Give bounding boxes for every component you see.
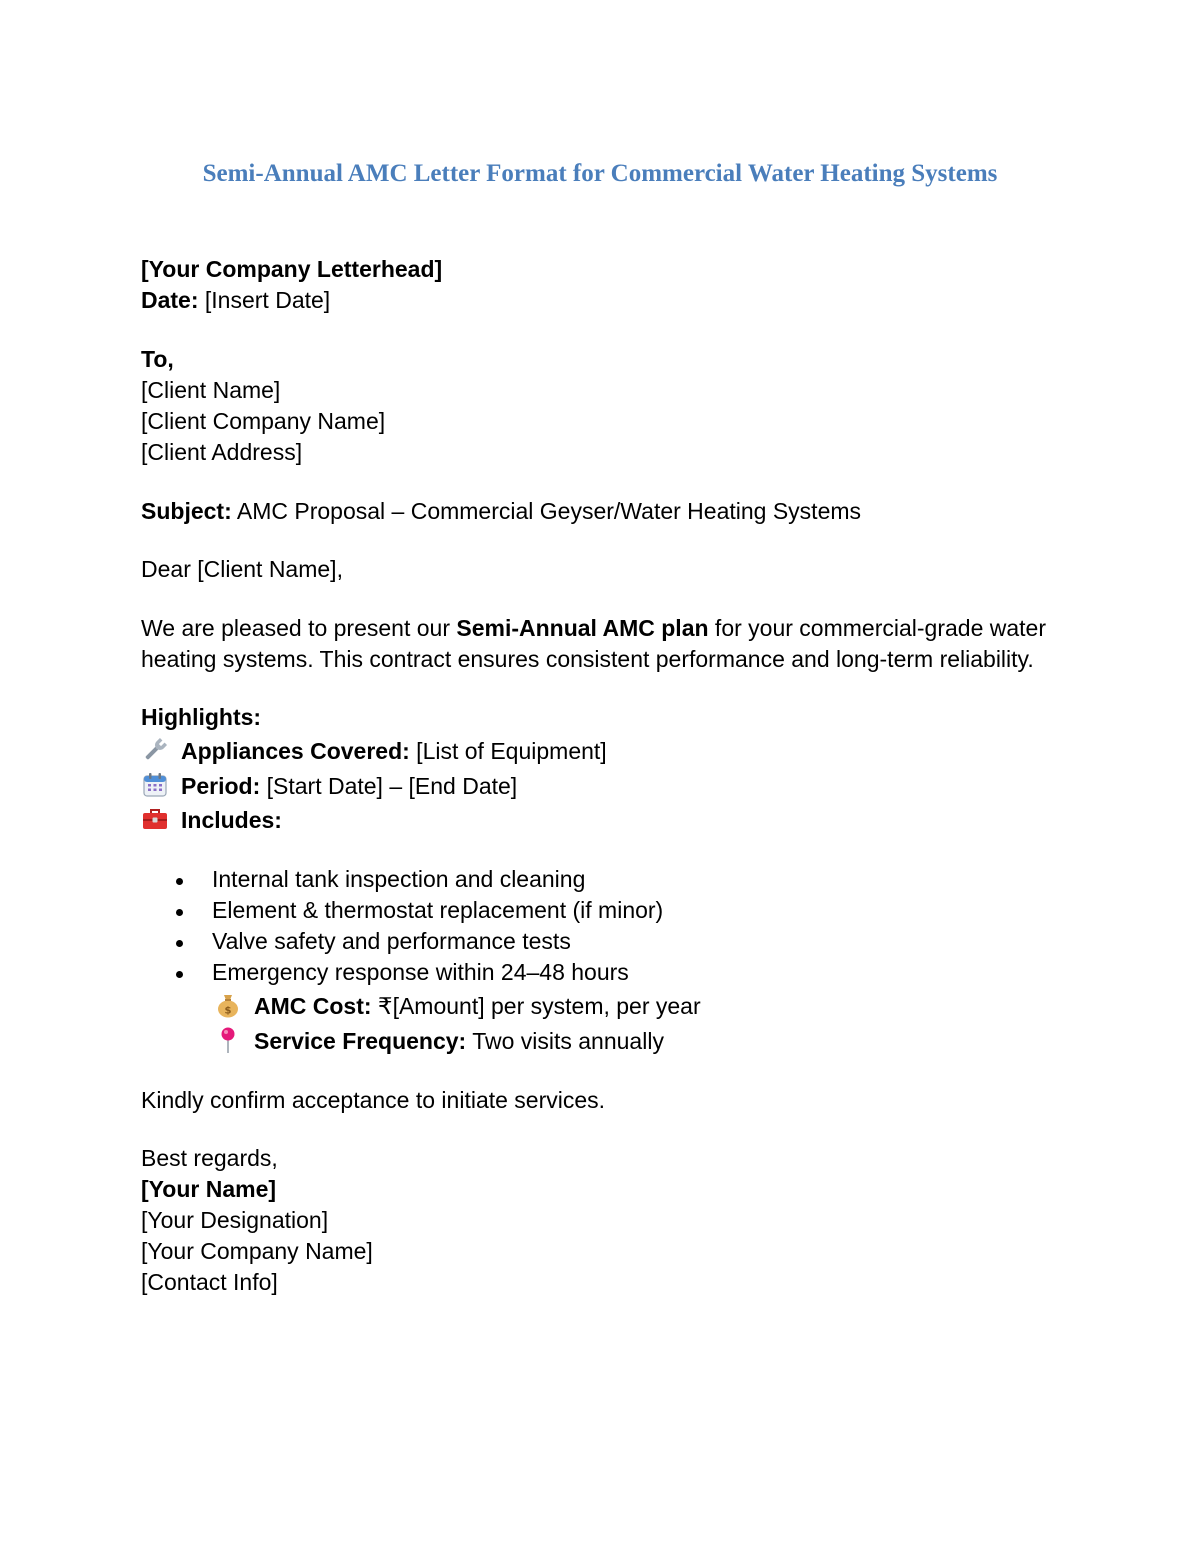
signer-name: [Your Name] [141,1176,277,1202]
page-title: Semi-Annual AMC Letter Format for Commercial Water Heating Systems [202,160,998,187]
recipient-name: [Client Name] [141,377,281,403]
highlights-heading: Highlights: [141,704,262,730]
svg-text:$: $ [224,1005,232,1017]
includes-label: Includes: [181,807,282,833]
amc-cost [214,991,701,1022]
bullet-dot [176,971,183,978]
letterhead: [Your Company Letterhead] [141,256,443,282]
calendar-icon [141,771,169,799]
highlight-appliances [141,736,607,767]
date-line [141,285,330,316]
intro-line-1 [141,613,1046,644]
recipient-address: [Client Address] [141,439,303,465]
bullet-dot [176,878,183,885]
amc-cost-label: AMC Cost: [254,993,372,1019]
appliances-label: Appliances Covered: [181,738,410,764]
salutation: Dear [Client Name], [141,556,343,582]
frequency-label: Service Frequency: [254,1028,467,1054]
intro-line-2: heating systems. This contract ensures consistent performance and long-term reliability. [141,646,1034,672]
signer-company: [Your Company Name] [141,1238,373,1264]
signer-designation: [Your Designation] [141,1207,329,1233]
frequency-value: Two visits annually [466,1028,664,1054]
service-frequency [214,1026,664,1057]
highlight-includes [141,805,282,836]
pushpin-icon [214,1026,242,1054]
wrench-icon [141,736,169,764]
subject-line [141,496,861,527]
list-item: Element & thermostat replacement (if minor) [212,897,664,923]
period-value: [Start Date] – [End Date] [260,773,518,799]
amc-cost-value: ₹[Amount] per system, per year [371,993,701,1019]
date-label: Date: [141,287,199,313]
list-item: Internal tank inspection and cleaning [212,866,586,892]
list-item: Emergency response within 24–48 hours [212,959,629,985]
recipient-to: To, [141,346,174,372]
highlight-period [141,771,517,802]
confirm-text: Kindly confirm acceptance to initiate services. [141,1087,606,1113]
appliances-value: [List of Equipment] [409,738,607,764]
subject-label: Subject: [141,498,232,524]
period-label: Period: [181,773,261,799]
signer-contact: [Contact Info] [141,1269,278,1295]
intro-part-1: We are pleased to present our [141,615,457,641]
money-bag-icon [214,991,242,1019]
toolbox-icon [141,805,169,833]
intro-bold: Semi-Annual AMC plan [456,615,709,641]
list-item: Valve safety and performance tests [212,928,571,954]
intro-part-2: for your commercial-grade water [708,615,1046,641]
regards: Best regards, [141,1145,278,1171]
bullet-dot [176,909,183,916]
recipient-company: [Client Company Name] [141,408,386,434]
bullet-dot [176,940,183,947]
date-value: [Insert Date] [198,287,331,313]
subject-value: AMC Proposal – Commercial Geyser/Water Heating Systems [231,498,862,524]
